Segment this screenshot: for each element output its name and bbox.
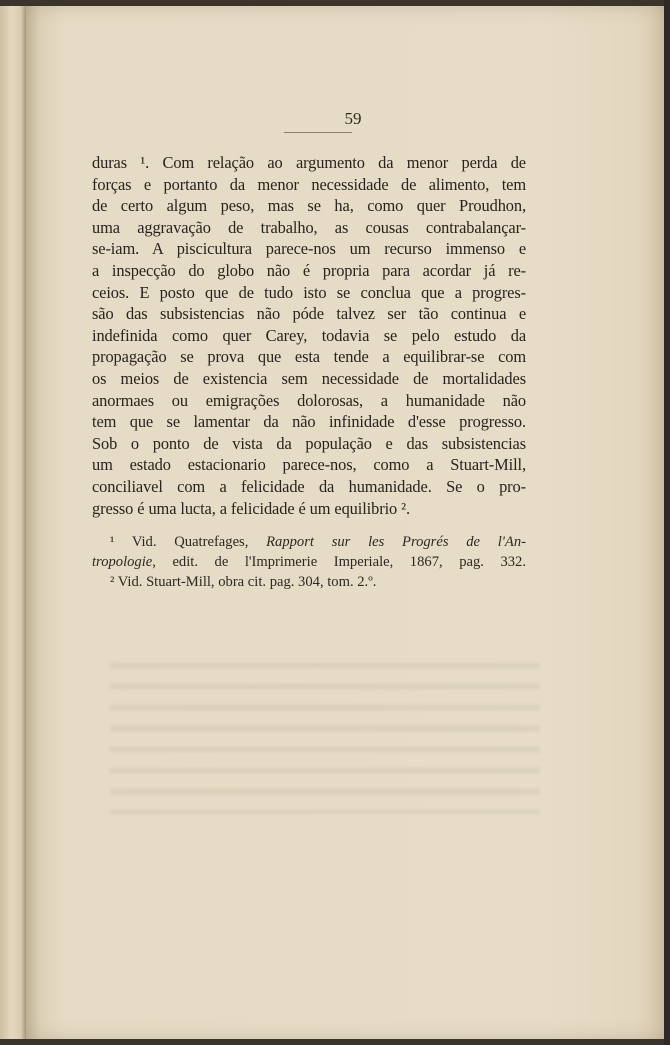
- facing-page-edge: [0, 6, 26, 1039]
- body-line: anormaes ou emigrações dolorosas, a humanidade não: [92, 390, 526, 410]
- scan-border: [664, 0, 670, 1045]
- body-line: Sob o ponto de vista da população e das subsistencias: [92, 433, 526, 453]
- body-line: ceios. E posto que de tudo isto se conclua que a progres-: [92, 282, 526, 302]
- body-line: forças e portanto da menor necessidade de alimento, tem: [92, 174, 526, 194]
- body-line: propagação se prova que esta tende a equilibrar-se com: [92, 347, 526, 367]
- book-page: [26, 6, 664, 1039]
- footnote-1-title: Rapport sur les Progrés de l'An-: [266, 534, 526, 550]
- body-line: os meios de existencia sem necessidade de mortalidades: [92, 368, 526, 388]
- footnote-1-line-1: [92, 532, 526, 552]
- footnote-1-suffix: , edit. de l'Imprimerie Imperiale, 1867, pag. 332.: [152, 554, 526, 570]
- body-line: duras ¹. Com relação ao argumento da menor perda de: [92, 153, 526, 172]
- body-line: uma aggravação de trabalho, as cousas contrabalançar-: [92, 217, 526, 237]
- body-line: gresso é uma lucta, a felicidade é um equilibrio ².: [92, 498, 410, 518]
- footnote-1-prefix: ¹ Vid. Quatrefages,: [110, 534, 267, 550]
- body-line: a inspecção do globo não é propria para acordar já re-: [92, 260, 526, 280]
- page-number: 59: [344, 109, 362, 128]
- footnote-1-line-2: [92, 552, 526, 572]
- body-line: de certo algum peso, mas se ha, como quer Proudhon,: [92, 196, 526, 216]
- body-line: conciliavel com a felicidade da humanidade. Se o pro-: [92, 476, 526, 496]
- footnote-1-title-cont: tropologie: [92, 554, 153, 570]
- header-rule: [284, 132, 352, 133]
- footnotes: [92, 532, 526, 592]
- body-line: se-iam. A piscicultura parece-nos um recurso immenso e: [92, 239, 526, 259]
- body-line: são das subsistencias não póde talvez ser tão continua e: [92, 304, 526, 324]
- show-through-text: [110, 654, 540, 814]
- footnote-2: ² Vid. Stuart-Mill, obra cit. pag. 304, tom. 2.º.: [110, 574, 377, 590]
- body-text: [92, 152, 526, 519]
- body-line: indefinida como quer Carey, todavia se pelo estudo da: [92, 325, 526, 345]
- body-line: um estado estacionario parece-nos, como a Stuart-Mill,: [92, 455, 526, 475]
- body-line: tem que se lamentar da não infinidade d'esse progresso.: [92, 412, 526, 432]
